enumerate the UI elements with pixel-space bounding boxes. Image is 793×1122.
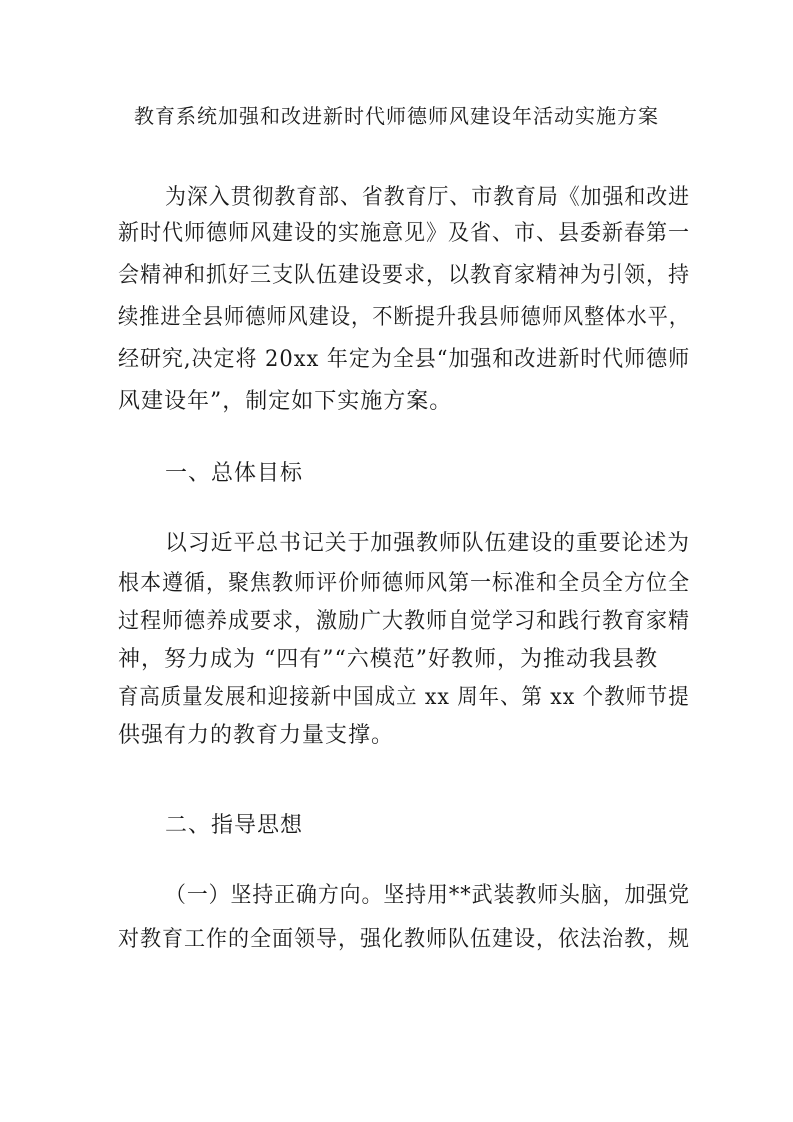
intro-line-6: 风建设年”，制定如下实施方案。	[118, 389, 453, 414]
goal-line-2: 根本遵循，聚焦教师评价师德师风第一标准和全员全方位全	[118, 571, 691, 596]
goal-line-5: 育高质量发展和迎接新中国成立 xx 周年、第 xx 个教师节提	[118, 685, 690, 710]
goal-line-3: 过程师德养成要求，激励广大教师自觉学习和践行教育家精	[118, 609, 691, 634]
ideology-line-2: 对教育工作的全面领导，强化教师队伍建设，依法治教，规	[118, 927, 691, 952]
intro-line-5: 经研究,决定将 20xx 年定为全县“加强和改进新时代师德师	[118, 347, 691, 372]
intro-line-1: 为深入贯彻教育部、省教育厅、市教育局《加强和改进	[165, 185, 691, 210]
intro-line-2: 新时代师德师风建设的实施意见》及省、市、县委新春第一	[118, 221, 691, 246]
ideology-line-1: （一）坚持正确方向。坚持用**武装教师头脑，加强党	[165, 883, 691, 908]
section-heading-guiding-ideology: 二、指导思想	[165, 813, 304, 838]
goal-line-1: 以习近平总书记关于加强教师队伍建设的重要论述为	[165, 531, 691, 556]
goal-line-6: 供强有力的教育力量支撑。	[118, 723, 395, 748]
document-title: 教育系统加强和改进新时代师德师风建设年活动实施方案	[134, 104, 659, 128]
section-heading-overall-goal: 一、总体目标	[165, 461, 304, 486]
intro-line-4: 续推进全县师德师风建设，不断提升我县师德师风整体水平，	[118, 305, 691, 330]
goal-line-4: 神，努力成为 “四有”“六模范”好教师，为推动我县教	[118, 647, 658, 672]
intro-line-3: 会精神和抓好三支队伍建设要求，以教育家精神为引领，持	[118, 263, 691, 288]
